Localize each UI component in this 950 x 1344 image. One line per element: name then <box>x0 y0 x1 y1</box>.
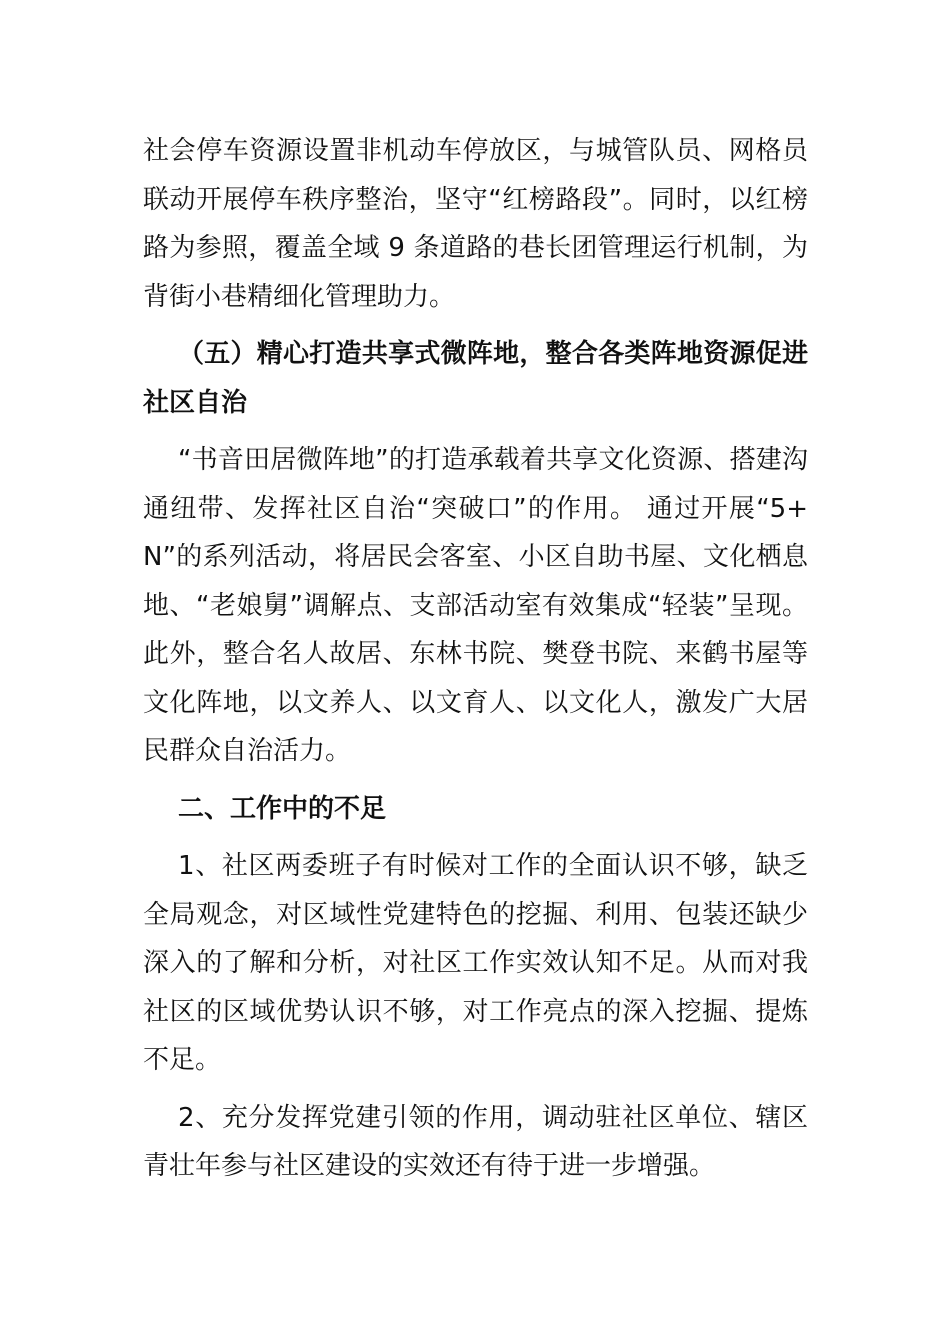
paragraph-shortcoming-2: 2、充分发挥党建引领的作用，调动驻社区单位、辖区青壮年参与社区建设的实效还有待于进一步增强。 <box>143 1102 808 1181</box>
paragraph-shortcoming-1: 1、社区两委班子有时候对工作的全面认识不够，缺乏全局观念，对区域性党建特色的挖掘、利用、包装还缺少深入的了解和分析，对社区工作实效认知不足。从而对我社区的区域优势认识不够，对工作亮点的深入挖掘、提炼不足。 <box>143 851 808 1075</box>
paragraph-parking-management: 社会停车资源设置非机动车停放区，与城管队员、网格员联动开展停车秩序整治，坚守“红榜路段”。同时，以红榜路为参照，覆盖全域 9 条道路的巷长团管理运行机制，为背街小巷精细化管理助力。 <box>143 136 808 312</box>
paragraph-micro-position-activities: “书音田居微阵地”的打造承载着共享文化资源、搭建沟通纽带、发挥社区自治“突破口”的作用。 通过开展“5+N”的系列活动，将居民会客室、小区自助书屋、文化栖息地、“老娘舅”调解点、支部活动室有效集成“轻装”呈现。此外，整合名人故居、东林书院、樊登书院、来鹤书屋等文化阵地，以文养人、以文育人、以文化人，激发广大居民群众自治活力。 <box>143 445 808 766</box>
section-heading-shortcomings: 二、工作中的不足 <box>178 793 387 824</box>
section-heading-shared-micro-position: （五）精心打造共享式微阵地，整合各类阵地资源促进社区自治 <box>143 339 808 418</box>
document-body <box>143 127 808 1191</box>
